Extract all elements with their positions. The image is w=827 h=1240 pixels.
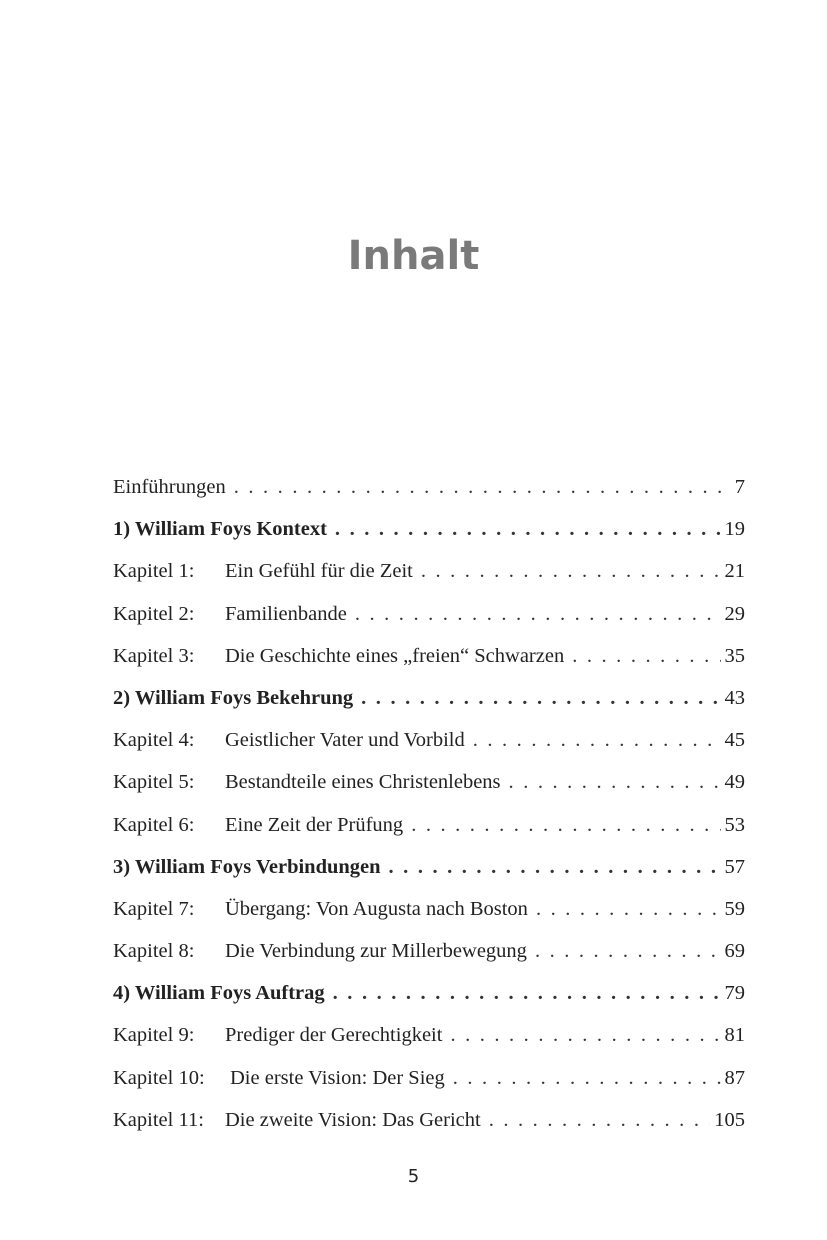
toc-entry-label: Kapitel 5: (113, 771, 195, 794)
toc-entry-label: Kapitel 9: (113, 1024, 195, 1047)
toc-section-entry (113, 972, 745, 1014)
page-title: Inhalt (347, 233, 480, 279)
toc-entry-title: Übergang: Von Augusta nach Boston (225, 897, 528, 920)
toc-dot-leader (355, 593, 721, 635)
toc-entry-label: Kapitel 2: (113, 602, 195, 625)
toc-page-number: 53 (724, 813, 745, 836)
toc-entry-title: Einführungen (113, 476, 226, 498)
toc-dot-leader (572, 635, 720, 677)
toc-dot-leader (421, 550, 721, 592)
toc-entry-label: Kapitel 8: (113, 940, 195, 963)
toc-dot-leader (473, 719, 721, 761)
toc-page-number: 79 (724, 982, 745, 1005)
toc-dot-leader (535, 930, 721, 972)
toc-entry (113, 761, 745, 803)
toc-entry (113, 719, 745, 761)
toc-dot-leader (450, 1014, 720, 1056)
toc-page-number: 35 (724, 644, 745, 667)
toc-dot-leader (234, 466, 731, 508)
toc-entry-title: Die zweite Vision: Das Gericht (225, 1108, 481, 1131)
toc-page-number: 57 (724, 855, 745, 878)
toc-section-title: 3) William Foys Verbindungen (113, 855, 381, 878)
toc-entry-label: Kapitel 1: (113, 560, 195, 583)
toc-entry (113, 804, 745, 846)
toc-entry (113, 1057, 745, 1099)
toc-entry-label: Kapitel 4: (113, 729, 195, 752)
toc-dot-leader (489, 1099, 711, 1141)
toc-dot-leader (536, 888, 721, 930)
toc-dot-leader (335, 508, 721, 550)
table-of-contents (113, 466, 745, 1141)
toc-entry (113, 930, 745, 972)
toc-entry (113, 888, 745, 930)
toc-entry (113, 593, 745, 635)
toc-entry-title: Bestandteile eines Christenlebens (225, 771, 501, 794)
toc-section-entry (113, 508, 745, 550)
toc-entry-label: Kapitel 3: (113, 644, 195, 667)
toc-page-number: 19 (724, 518, 745, 541)
toc-entry-title: Ein Gefühl für die Zeit (225, 560, 413, 583)
toc-entry-title: Familienbande (225, 602, 347, 625)
toc-page-number: 45 (724, 729, 745, 752)
toc-page-number: 43 (724, 686, 745, 709)
toc-entry (113, 635, 745, 677)
toc-page-number: 49 (724, 771, 745, 794)
toc-entry-title: Eine Zeit der Prüfung (225, 813, 404, 836)
toc-entry (113, 550, 745, 592)
toc-page-number: 21 (724, 560, 745, 583)
toc-page-number: 59 (724, 897, 745, 920)
toc-dot-leader (453, 1057, 721, 1099)
toc-page-number: 69 (724, 940, 745, 963)
toc-page-number: 7 (734, 476, 745, 498)
toc-page-number: 105 (714, 1108, 745, 1131)
toc-entry-title: Die Verbindung zur Millerbewegung (225, 940, 527, 963)
toc-entry (113, 466, 745, 508)
toc-entry (113, 1014, 745, 1056)
toc-section-title: 2) William Foys Bekehrung (113, 686, 354, 709)
toc-section-title: 1) William Foys Kontext (113, 518, 327, 541)
toc-section-title: 4) William Foys Auftrag (113, 982, 325, 1005)
toc-entry-title: Die Geschichte eines „freien“ Schwarzen (225, 644, 565, 667)
toc-entry-title: Prediger der Gerechtigkeit (225, 1024, 443, 1047)
toc-page-number: 29 (724, 602, 745, 625)
toc-dot-leader (411, 804, 720, 846)
toc-entry-label: Kapitel 11: (113, 1108, 204, 1131)
page-number: 5 (407, 1166, 420, 1187)
toc-dot-leader (361, 677, 720, 719)
toc-page-number: 87 (724, 1066, 745, 1089)
toc-page-number: 81 (724, 1024, 745, 1047)
toc-entry (113, 1099, 745, 1141)
toc-entry-title: Geistlicher Vater und Vorbild (225, 729, 465, 752)
toc-dot-leader (389, 846, 721, 888)
toc-entry-label: Kapitel 6: (113, 813, 195, 836)
toc-entry-title: Die erste Vision: Der Sieg (230, 1066, 445, 1089)
toc-dot-leader (333, 972, 721, 1014)
toc-section-entry (113, 677, 745, 719)
toc-entry-label: Kapitel 7: (113, 897, 195, 920)
toc-section-entry (113, 846, 745, 888)
toc-entry-label: Kapitel 10: (113, 1066, 205, 1089)
toc-dot-leader (509, 761, 721, 803)
